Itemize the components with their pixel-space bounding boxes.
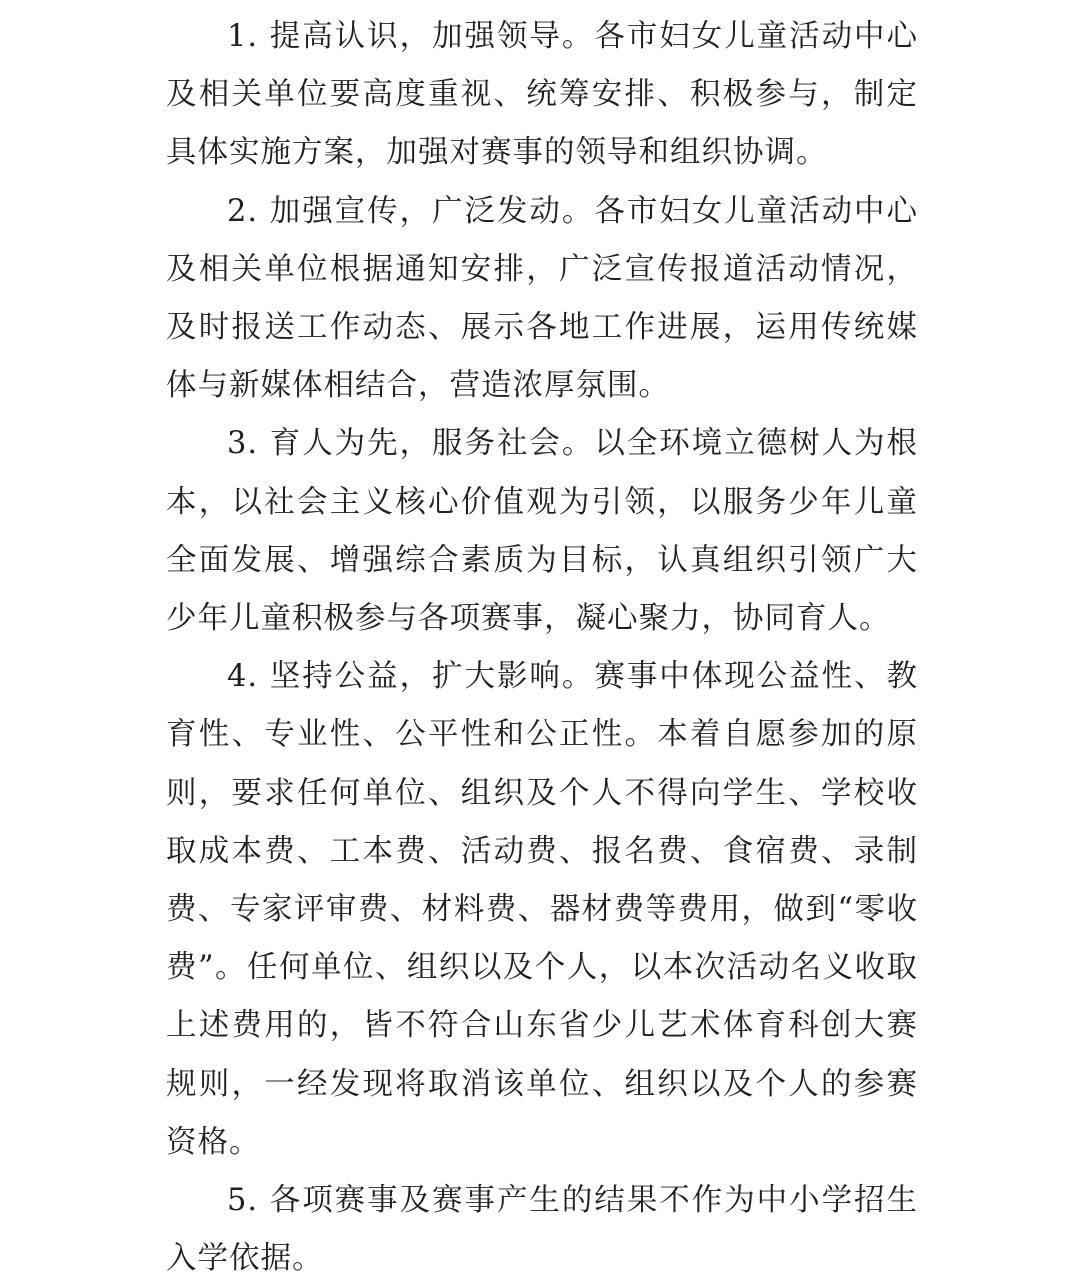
paragraph-1: 1. 提高认识，加强领导。各市妇女儿童活动中心及相关单位要高度重视、统筹安排、积极参与，制定具体实施方案，加强对赛事的领导和组织协调。 bbox=[166, 19, 918, 171]
paragraph-2: 2. 加强宣传，广泛发动。各市妇女儿童活动中心及相关单位根据通知安排，广泛宣传报道活动情况，及时报送工作动态、展示各地工作进展，运用传统媒体与新媒体相结合，营造浓厚氛围。 bbox=[166, 193, 918, 404]
paragraph-4: 4. 坚持公益，扩大影响。赛事中体现公益性、教育性、专业性、公平性和公正性。本着自愿参加的原则，要求任何单位、组织及个人不得向学生、学校收取成本费、工本费、活动费、报名费、食宿费、录制费、专家评审费、材料费、器材费等费用，做到“零收费”。任何单位、组织以及个人，以本次活动名义收取上述费用的，皆不符合山东省少儿艺术体育科创大赛规则，一经发现将取消该单位、组织以及个人的参赛资格。 bbox=[166, 659, 918, 1160]
paragraph-3: 3. 育人为先，服务社会。以全环境立德树人为根本，以社会主义核心价值观为引领，以服务少年儿童全面发展、增强综合素质为目标，认真组织引领广大少年儿童积极参与各项赛事，凝心聚力，协同育人。 bbox=[166, 426, 918, 637]
document-page bbox=[166, 8, 918, 1277]
paragraph-5: 5. 各项赛事及赛事产生的结果不作为中小学招生入学依据。 bbox=[166, 1183, 918, 1277]
